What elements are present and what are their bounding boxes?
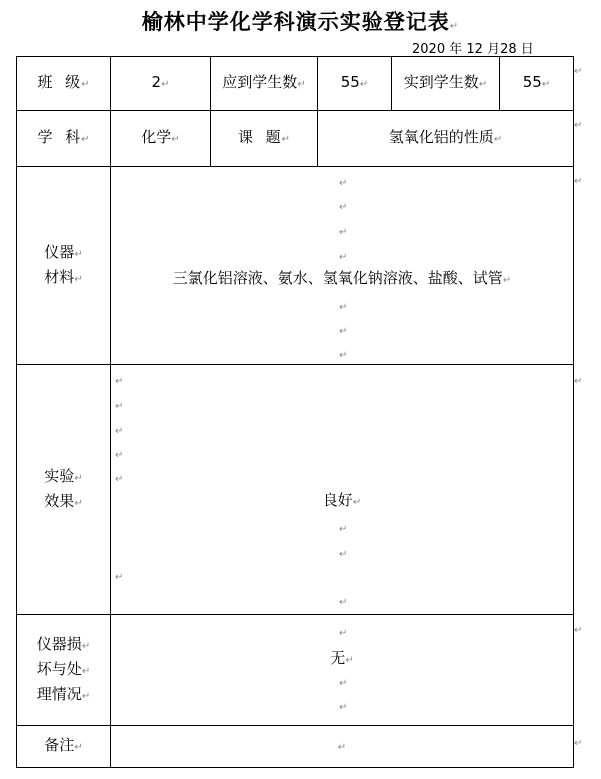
paragraph-mark: ↵	[541, 79, 551, 90]
topic-label-cell	[211, 111, 318, 167]
date-day-unit: 日	[520, 42, 534, 57]
paragraph-mark: ↵	[339, 202, 348, 213]
date-day: 28	[500, 42, 517, 57]
paragraph-mark: ↵	[81, 79, 90, 90]
paragraph-mark: ↵	[337, 742, 347, 753]
row-materials	[17, 167, 574, 365]
class-label: 班 级	[37, 73, 82, 91]
paragraph-mark: ↵	[339, 597, 348, 608]
effect-value-cell[interactable]	[111, 365, 574, 615]
paragraph-mark: ↵	[115, 376, 124, 387]
row-end-mark: ↵	[574, 625, 583, 636]
date-month: 12	[466, 42, 483, 57]
actual-students-label: 实到学生数	[403, 73, 479, 91]
paragraph-mark: ↵	[339, 350, 348, 361]
materials-label-cell	[17, 167, 111, 365]
materials-label-line1: 仪器↵	[44, 242, 83, 261]
topic-value-cell[interactable]	[318, 111, 574, 167]
damage-label-line2: 坏与处↵	[36, 659, 91, 678]
paragraph-mark: ↵	[115, 426, 124, 437]
expected-students-label-cell	[211, 57, 318, 111]
paragraph-mark: ↵	[115, 401, 124, 412]
paragraph-mark: ↵	[339, 524, 348, 535]
paragraph-mark: ↵	[339, 178, 348, 189]
paragraph-mark: ↵	[478, 79, 488, 90]
damage-label-cell	[17, 615, 111, 726]
actual-students-value-cell[interactable]	[500, 57, 574, 111]
topic-label: 课 题	[238, 128, 282, 146]
remarks-label-cell	[17, 726, 111, 768]
subject-label-cell	[17, 111, 111, 167]
paragraph-mark: ↵	[115, 572, 124, 583]
materials-value: 三氯化铝溶液、氨水、氢氧化钠溶液、盐酸、试管↵	[172, 269, 512, 287]
date-month-unit: 月	[487, 42, 501, 57]
actual-students-label-cell	[392, 57, 500, 111]
class-value: 2	[151, 73, 162, 91]
expected-students-value: 55	[340, 73, 360, 91]
paragraph-mark: ↵	[339, 702, 348, 713]
paragraph-mark: ↵	[339, 302, 348, 313]
date-year-unit: 年	[449, 42, 463, 57]
paragraph-mark: ↵	[339, 252, 348, 263]
paragraph-mark: ↵	[171, 134, 180, 145]
actual-students-value: 55	[522, 73, 542, 91]
row-end-mark: ↵	[574, 120, 583, 131]
effect-label-line2: 效果↵	[44, 491, 83, 510]
class-value-cell[interactable]	[111, 57, 211, 111]
damage-value: 无↵	[330, 649, 354, 667]
remarks-label: 备注	[44, 736, 75, 754]
paragraph-mark: ↵	[339, 227, 348, 238]
row-effect	[17, 365, 574, 615]
materials-value-cell[interactable]	[111, 167, 574, 365]
materials-label-line2: 材料↵	[44, 267, 83, 286]
row-end-mark: ↵	[574, 738, 583, 749]
damage-label-line1: 仪器损↵	[36, 634, 91, 653]
form-title: 榆林中学化学科演示实验登记表↵	[141, 10, 460, 34]
paragraph-mark: ↵	[74, 742, 83, 753]
effect-value: 良好↵	[322, 491, 362, 509]
effect-label-cell	[17, 365, 111, 615]
row-end-mark: ↵	[574, 176, 583, 187]
class-label-cell	[17, 57, 111, 111]
paragraph-mark: ↵	[359, 79, 369, 90]
row-damage	[17, 615, 574, 726]
subject-value-cell[interactable]	[111, 111, 211, 167]
row-class-info	[17, 57, 574, 111]
row-subject	[17, 111, 574, 167]
paragraph-mark: ↵	[339, 549, 348, 560]
effect-label-line1: 实验↵	[44, 466, 83, 485]
paragraph-mark: ↵	[161, 79, 170, 90]
paragraph-mark: ↵	[339, 326, 348, 337]
row-remarks	[17, 726, 574, 768]
paragraph-mark: ↵	[115, 450, 124, 461]
damage-label-line3: 理情况↵	[36, 684, 91, 703]
topic-value: 氢氧化铝的性质	[388, 128, 494, 146]
expected-students-value-cell[interactable]	[318, 57, 392, 111]
row-end-mark: ↵	[574, 376, 583, 387]
remarks-value-cell[interactable]	[111, 726, 574, 768]
date-year: 2020	[412, 42, 446, 57]
paragraph-mark: ↵	[339, 678, 348, 689]
expected-students-label: 应到学生数	[222, 73, 298, 91]
paragraph-mark: ↵	[115, 474, 124, 485]
paragraph-mark: ↵	[339, 628, 348, 639]
form-date	[412, 38, 534, 57]
paragraph-mark: ↵	[493, 134, 503, 145]
subject-value: 化学	[141, 128, 172, 146]
damage-value-cell[interactable]	[111, 615, 574, 726]
subject-label: 学 科	[37, 128, 82, 146]
paragraph-mark: ↵	[81, 134, 90, 145]
row-end-mark: ↵	[574, 66, 583, 77]
registration-table	[16, 56, 574, 768]
paragraph-mark: ↵	[297, 79, 306, 90]
paragraph-mark: ↵	[281, 134, 290, 145]
paragraph-mark: ↵	[449, 21, 460, 32]
